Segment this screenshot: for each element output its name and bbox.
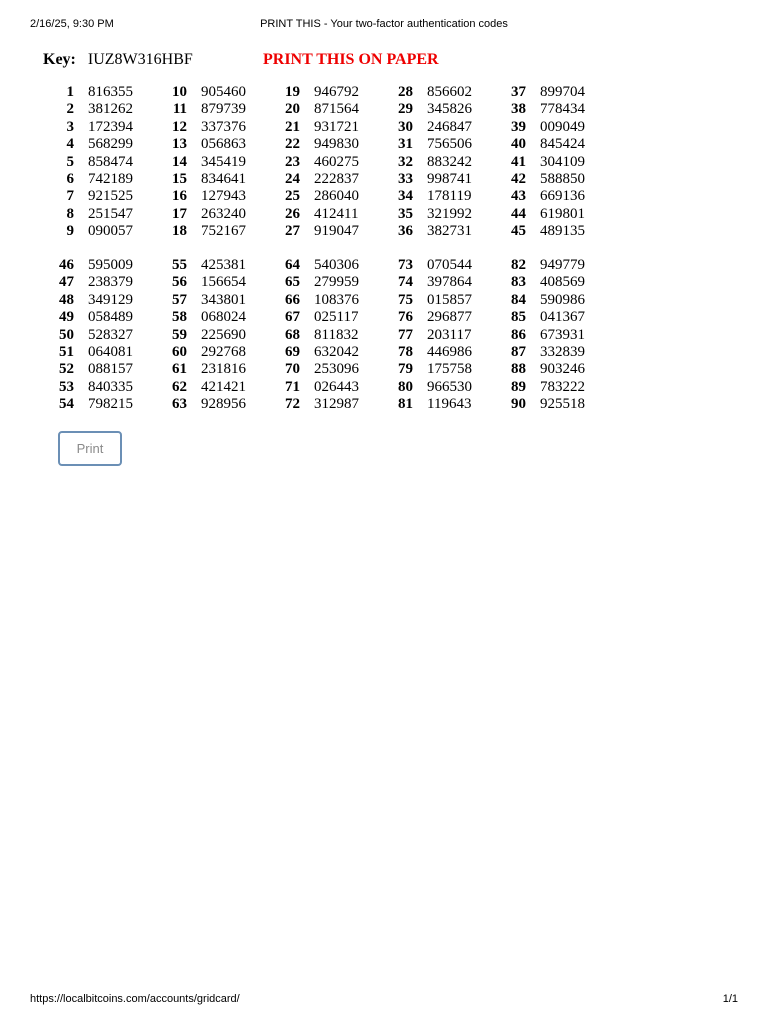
code-value: 015857 (427, 291, 472, 308)
code-value: 783222 (540, 378, 585, 395)
code-value: 127943 (201, 188, 246, 205)
code-value: 673931 (540, 326, 585, 343)
code-index: 23 (285, 153, 300, 170)
code-value: 222837 (314, 171, 359, 187)
code-value: 253096 (314, 361, 359, 378)
code-index: 29 (398, 101, 413, 118)
code-index: 12 (172, 118, 187, 135)
code-index: 89 (511, 378, 526, 395)
code-value: 619801 (540, 205, 585, 222)
print-notice: PRINT THIS ON PAPER (263, 51, 439, 68)
code-value: 752167 (201, 223, 246, 240)
code-value: 025117 (314, 309, 359, 326)
code-value: 905460 (201, 84, 246, 100)
code-index: 83 (511, 274, 526, 291)
code-index: 7 (66, 188, 74, 205)
code-index: 68 (285, 326, 300, 343)
code-value: 332839 (540, 344, 585, 360)
code-index: 82 (511, 257, 526, 273)
code-index: 17 (172, 205, 187, 222)
code-index: 35 (398, 205, 413, 222)
code-index: 42 (511, 171, 526, 187)
code-value: 883242 (427, 153, 472, 170)
code-index: 76 (398, 309, 413, 326)
code-index: 34 (398, 188, 413, 205)
code-index: 45 (511, 223, 526, 240)
code-index: 1 (66, 84, 74, 100)
code-index: 57 (172, 291, 187, 308)
code-value: 460275 (314, 153, 359, 170)
code-value: 343801 (201, 291, 246, 308)
code-index: 69 (285, 344, 300, 360)
code-value: 041367 (540, 309, 585, 326)
code-index: 41 (511, 153, 526, 170)
code-index: 81 (398, 396, 413, 413)
code-value: 292768 (201, 344, 246, 360)
code-index: 74 (398, 274, 413, 291)
code-value: 919047 (314, 223, 359, 240)
code-value: 489135 (540, 223, 585, 240)
code-index: 25 (285, 188, 300, 205)
code-index: 64 (285, 257, 300, 273)
code-index: 44 (511, 205, 526, 222)
code-value: 381262 (88, 101, 133, 118)
code-value: 296877 (427, 309, 472, 326)
code-index: 62 (172, 378, 187, 395)
print-button[interactable]: Print (58, 431, 122, 466)
code-value: 845424 (540, 136, 585, 153)
code-value: 568299 (88, 136, 133, 153)
code-value: 540306 (314, 257, 359, 273)
code-value: 669136 (540, 188, 585, 205)
code-value: 632042 (314, 344, 359, 360)
code-index: 84 (511, 291, 526, 308)
code-index: 10 (172, 84, 187, 100)
code-value: 903246 (540, 361, 585, 378)
code-index: 33 (398, 171, 413, 187)
print-header (30, 18, 738, 34)
code-index: 59 (172, 326, 187, 343)
page-number: 1/1 (722, 993, 738, 1005)
code-index: 38 (511, 101, 526, 118)
code-value: 816355 (88, 84, 133, 100)
code-index: 16 (172, 188, 187, 205)
code-value: 119643 (427, 396, 472, 413)
code-index: 24 (285, 171, 300, 187)
code-index: 8 (66, 205, 74, 222)
code-index: 49 (59, 309, 74, 326)
code-index: 54 (59, 396, 74, 413)
code-index: 46 (59, 257, 74, 273)
code-index: 27 (285, 223, 300, 240)
code-value: 203117 (427, 326, 472, 343)
code-index: 70 (285, 361, 300, 378)
code-value: 798215 (88, 396, 133, 413)
code-index: 56 (172, 274, 187, 291)
code-value: 382731 (427, 223, 472, 240)
code-index: 2 (66, 101, 74, 118)
code-value: 412411 (314, 205, 359, 222)
code-index: 47 (59, 274, 74, 291)
code-value: 595009 (88, 257, 133, 273)
code-index: 50 (59, 326, 74, 343)
code-index: 65 (285, 274, 300, 291)
code-index: 22 (285, 136, 300, 153)
code-value: 345826 (427, 101, 472, 118)
key-row (43, 51, 193, 69)
code-index: 80 (398, 378, 413, 395)
code-value: 068024 (201, 309, 246, 326)
code-value: 931721 (314, 118, 359, 135)
code-index: 63 (172, 396, 187, 413)
code-value: 088157 (88, 361, 133, 378)
code-index: 86 (511, 326, 526, 343)
code-value: 251547 (88, 205, 133, 222)
code-index: 18 (172, 223, 187, 240)
code-value: 175758 (427, 361, 472, 378)
code-value: 345419 (201, 153, 246, 170)
code-value: 156654 (201, 274, 246, 291)
code-index: 72 (285, 396, 300, 413)
code-value: 856602 (427, 84, 472, 100)
code-value: 263240 (201, 205, 246, 222)
code-index: 15 (172, 171, 187, 187)
code-value: 304109 (540, 153, 585, 170)
code-value: 172394 (88, 118, 133, 135)
code-index: 11 (172, 101, 187, 118)
code-value: 446986 (427, 344, 472, 360)
code-index: 77 (398, 326, 413, 343)
code-index: 37 (511, 84, 526, 100)
code-value: 312987 (314, 396, 359, 413)
code-value: 879739 (201, 101, 246, 118)
code-index: 90 (511, 396, 526, 413)
print-date: 2/16/25, 9:30 PM (30, 18, 114, 30)
code-index: 43 (511, 188, 526, 205)
code-value: 408569 (540, 274, 585, 291)
code-index: 30 (398, 118, 413, 135)
code-value: 858474 (88, 153, 133, 170)
code-value: 925518 (540, 396, 585, 413)
code-value: 231816 (201, 361, 246, 378)
code-value: 425381 (201, 257, 246, 273)
code-value: 421421 (201, 378, 246, 395)
code-value: 949830 (314, 136, 359, 153)
code-value: 064081 (88, 344, 133, 360)
code-index: 21 (285, 118, 300, 135)
print-page-title: PRINT THIS - Your two-factor authentication codes (260, 18, 508, 30)
code-index: 67 (285, 309, 300, 326)
code-value: 337376 (201, 118, 246, 135)
code-value: 588850 (540, 171, 585, 187)
code-value: 009049 (540, 118, 585, 135)
code-index: 20 (285, 101, 300, 118)
page-url: https://localbitcoins.com/accounts/gridcard/ (30, 993, 240, 1005)
code-index: 58 (172, 309, 187, 326)
code-index: 87 (511, 344, 526, 360)
code-index: 53 (59, 378, 74, 395)
code-index: 52 (59, 361, 74, 378)
code-value: 238379 (88, 274, 133, 291)
code-index: 61 (172, 361, 187, 378)
code-value: 178119 (427, 188, 472, 205)
code-value: 966530 (427, 378, 472, 395)
code-value: 070544 (427, 257, 472, 273)
code-value: 528327 (88, 326, 133, 343)
code-index: 14 (172, 153, 187, 170)
code-index: 39 (511, 118, 526, 135)
code-value: 349129 (88, 291, 133, 308)
code-index: 36 (398, 223, 413, 240)
code-value: 742189 (88, 171, 133, 187)
code-value: 756506 (427, 136, 472, 153)
code-value: 108376 (314, 291, 359, 308)
code-value: 590986 (540, 291, 585, 308)
code-value: 778434 (540, 101, 585, 118)
code-value: 246847 (427, 118, 472, 135)
code-index: 60 (172, 344, 187, 360)
code-index: 28 (398, 84, 413, 100)
code-value: 998741 (427, 171, 472, 187)
code-value: 026443 (314, 378, 359, 395)
code-index: 75 (398, 291, 413, 308)
code-index: 88 (511, 361, 526, 378)
code-index: 26 (285, 205, 300, 222)
code-index: 13 (172, 136, 187, 153)
code-index: 9 (66, 223, 74, 240)
code-index: 55 (172, 257, 187, 273)
code-value: 921525 (88, 188, 133, 205)
key-label: Key: (43, 51, 76, 68)
code-index: 19 (285, 84, 300, 100)
code-value: 928956 (201, 396, 246, 413)
code-value: 279959 (314, 274, 359, 291)
code-value: 321992 (427, 205, 472, 222)
code-index: 32 (398, 153, 413, 170)
code-index: 31 (398, 136, 413, 153)
code-index: 85 (511, 309, 526, 326)
code-index: 4 (66, 136, 74, 153)
key-value: IUZ8W316HBF (87, 51, 193, 68)
code-value: 899704 (540, 84, 585, 100)
code-index: 3 (66, 118, 74, 135)
code-value: 397864 (427, 274, 472, 291)
print-footer (30, 993, 738, 1009)
code-index: 51 (59, 344, 74, 360)
code-value: 225690 (201, 326, 246, 343)
code-index: 71 (285, 378, 300, 395)
code-index: 40 (511, 136, 526, 153)
code-value: 090057 (88, 223, 133, 240)
code-value: 811832 (314, 326, 359, 343)
code-value: 871564 (314, 101, 359, 118)
code-value: 946792 (314, 84, 359, 100)
code-index: 79 (398, 361, 413, 378)
code-index: 78 (398, 344, 413, 360)
code-index: 73 (398, 257, 413, 273)
code-value: 949779 (540, 257, 585, 273)
code-index: 66 (285, 291, 300, 308)
code-index: 5 (66, 153, 74, 170)
code-value: 058489 (88, 309, 133, 326)
code-index: 6 (66, 171, 74, 187)
code-value: 056863 (201, 136, 246, 153)
code-value: 834641 (201, 171, 246, 187)
code-value: 286040 (314, 188, 359, 205)
code-index: 48 (59, 291, 74, 308)
code-value: 840335 (88, 378, 133, 395)
